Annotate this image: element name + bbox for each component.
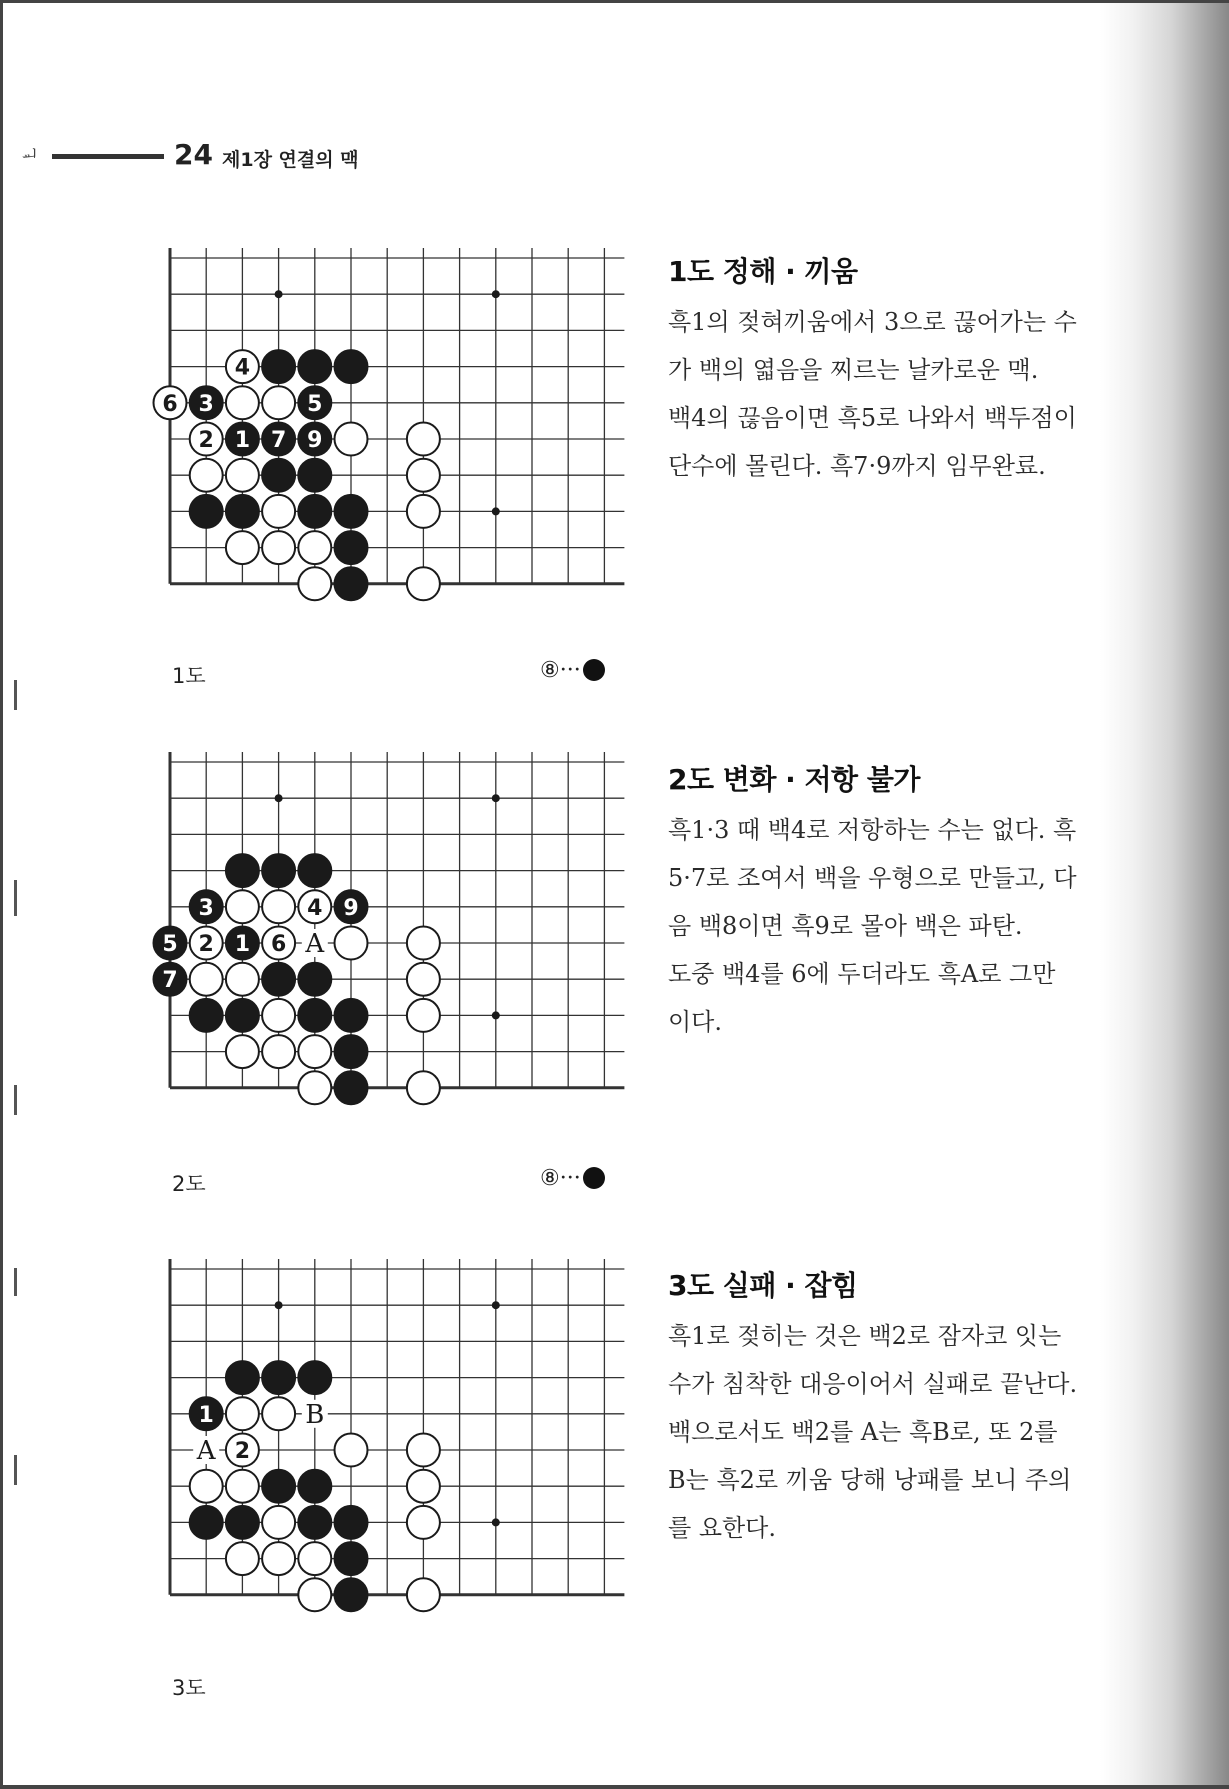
black-stone [335, 1506, 368, 1539]
go-board-diagram-3 [145, 1259, 630, 1649]
section-1 [668, 250, 1078, 490]
white-stone [298, 567, 331, 600]
point-mark-label: B [305, 1399, 325, 1430]
black-stone [262, 1470, 295, 1503]
black-stone [262, 1361, 295, 1394]
move-number-label: 3 [198, 391, 214, 417]
white-stone [407, 459, 440, 492]
point-mark-label: A [196, 1436, 216, 1466]
white-stone [226, 386, 259, 419]
section-title: 1도 정해 · 끼움 [668, 255, 858, 288]
margin-tick [14, 880, 17, 916]
white-stone [407, 1506, 440, 1539]
white-stone [298, 531, 331, 564]
white-stone [262, 1506, 295, 1539]
black-stone [226, 1506, 259, 1539]
white-stone [226, 531, 259, 564]
black-stone-icon [583, 659, 605, 681]
star-point [275, 1301, 283, 1309]
move-number-label: 4 [307, 895, 323, 921]
point-mark-label: A [305, 929, 325, 959]
black-stone [262, 459, 295, 492]
diagram-label: 3도 [172, 1676, 206, 1700]
section-paragraph: 흑1·3 때 백4로 저항하는 수는 없다. 흑5·7로 조여서 백을 우형으로 만들고, 다음 백8이면 흑9로 몰아 백은 파탄. [668, 816, 1077, 940]
white-stone [407, 1071, 440, 1104]
white-stone [335, 1434, 368, 1467]
white-stone [262, 531, 295, 564]
black-stone [262, 854, 295, 887]
white-stone [407, 1434, 440, 1467]
black-stone [262, 963, 295, 996]
black-stone [335, 1071, 368, 1104]
white-stone [407, 927, 440, 960]
section-paragraph: 도중 백4를 6에 두더라도 흑A로 그만이다. [668, 960, 1056, 1036]
book-spine-shadow [1100, 0, 1229, 1789]
section-paragraph: 백으로서도 백2를 A는 흑B로, 또 2를 B는 흑2로 끼움 당해 낭패를 보니 주의를 요한다. [668, 1418, 1072, 1542]
black-stone [226, 999, 259, 1032]
black-stone-icon [583, 1167, 605, 1189]
section-title: 3도 실패 · 잡힘 [668, 1269, 858, 1302]
white-stone [407, 1578, 440, 1611]
move-number-label: 4 [234, 355, 251, 381]
white-stone [226, 1542, 259, 1575]
white-stone [298, 1542, 331, 1575]
move-number-label: 6 [270, 932, 287, 957]
black-stone [298, 854, 331, 887]
white-stone [407, 423, 440, 456]
white-stone [407, 999, 440, 1032]
white-stone [190, 1470, 223, 1503]
white-stone [226, 1397, 259, 1430]
note-separator: ··· [559, 658, 581, 683]
black-stone [298, 1361, 331, 1394]
black-stone [298, 495, 331, 528]
white-stone [298, 1071, 331, 1104]
section-paragraph: 흑1의 젖혀끼움에서 3으로 끊어가는 수가 백의 엷음을 찌르는 날카로운 맥. [668, 308, 1077, 384]
section-paragraph: 흑1로 젖히는 것은 백2로 잠자코 잇는 수가 침착한 대응이어서 실패로 끝난다. [668, 1322, 1078, 1398]
go-board-svg [145, 1259, 630, 1649]
white-stone [262, 386, 295, 419]
move-number-label: 5 [162, 932, 178, 957]
white-stone [335, 927, 368, 960]
black-stone [190, 1506, 223, 1539]
move-number-label: 2 [234, 1439, 251, 1464]
white-stone [226, 963, 259, 996]
white-stone [262, 495, 295, 528]
move-number-label: 9 [343, 895, 359, 921]
black-stone [298, 1506, 331, 1539]
scan-border-bottom [0, 1785, 1229, 1789]
black-stone [335, 1035, 368, 1068]
white-stone [407, 1470, 440, 1503]
move-number-label: 2 [198, 428, 214, 453]
white-stone [407, 963, 440, 996]
black-stone [335, 350, 368, 383]
black-stone [335, 495, 368, 528]
star-point [492, 1011, 500, 1019]
black-stone [335, 1578, 368, 1611]
star-point [275, 794, 283, 802]
black-stone [190, 495, 223, 528]
margin-tick [14, 1085, 17, 1115]
star-point [492, 794, 500, 802]
move-number-label: 1 [234, 428, 251, 453]
diagram-label: 2도 [172, 1172, 206, 1196]
move-number-label: 7 [162, 968, 178, 994]
white-stone [226, 1470, 259, 1503]
white-stone [262, 999, 295, 1032]
header-rule [52, 154, 164, 159]
margin-tick [14, 1268, 17, 1296]
black-stone [335, 1542, 368, 1575]
move-number-label: 5 [307, 391, 323, 417]
white-stone [226, 1035, 259, 1068]
running-header [22, 138, 522, 171]
white-move-8: ⑧ [540, 658, 560, 683]
move-number-label: 3 [198, 895, 214, 921]
black-stone [262, 350, 295, 383]
white-stone [407, 567, 440, 600]
move-number-label: 1 [198, 1402, 214, 1428]
white-stone [226, 890, 259, 923]
page-number: 24 [174, 138, 213, 171]
star-point [492, 507, 500, 515]
move-number-label: 2 [198, 932, 214, 957]
move-note [540, 1166, 605, 1191]
margin-tick [14, 1455, 17, 1485]
go-board-diagram-2 [145, 752, 630, 1142]
go-board-svg [145, 752, 630, 1142]
note-separator: ··· [559, 1166, 581, 1191]
scan-border-left [0, 0, 3, 1789]
black-stone [335, 999, 368, 1032]
black-stone [298, 1470, 331, 1503]
white-stone [298, 1035, 331, 1068]
section-2 [668, 758, 1078, 1046]
header-ornament: ᆈ [22, 147, 38, 166]
section-paragraph: 백4의 끊음이면 흑5로 나와서 백두점이 단수에 몰린다. 흑7·9까지 임무완료. [668, 404, 1077, 480]
black-stone [226, 1361, 259, 1394]
black-stone [226, 495, 259, 528]
star-point [492, 1518, 500, 1526]
star-point [492, 290, 500, 298]
move-number-label: 9 [307, 428, 323, 453]
black-stone [335, 531, 368, 564]
white-stone [190, 459, 223, 492]
black-stone [298, 350, 331, 383]
star-point [275, 290, 283, 298]
move-note [540, 658, 605, 683]
black-stone [190, 999, 223, 1032]
margin-tick [14, 680, 17, 710]
white-stone [262, 1035, 295, 1068]
move-number-label: 6 [162, 391, 178, 417]
white-stone [407, 495, 440, 528]
black-stone [298, 459, 331, 492]
white-stone [190, 963, 223, 996]
black-stone [298, 963, 331, 996]
section-title: 2도 변화 · 저항 불가 [668, 763, 920, 796]
scan-border-top [0, 0, 1229, 3]
move-number-label: 1 [234, 932, 251, 957]
go-board-diagram-1 [145, 248, 630, 638]
white-stone [298, 1578, 331, 1611]
diagram-label: 1도 [172, 664, 206, 688]
star-point [492, 1301, 500, 1309]
black-stone [335, 567, 368, 600]
white-stone [262, 1397, 295, 1430]
white-stone [262, 1542, 295, 1575]
black-stone [226, 854, 259, 887]
white-stone [226, 459, 259, 492]
section-3 [668, 1264, 1078, 1552]
chapter-title: 제1장 연결의 맥 [222, 149, 359, 171]
black-stone [298, 999, 331, 1032]
move-number-label: 7 [270, 428, 287, 453]
white-stone [335, 423, 368, 456]
go-board-svg [145, 248, 630, 638]
white-stone [262, 890, 295, 923]
white-move-8: ⑧ [540, 1166, 560, 1191]
